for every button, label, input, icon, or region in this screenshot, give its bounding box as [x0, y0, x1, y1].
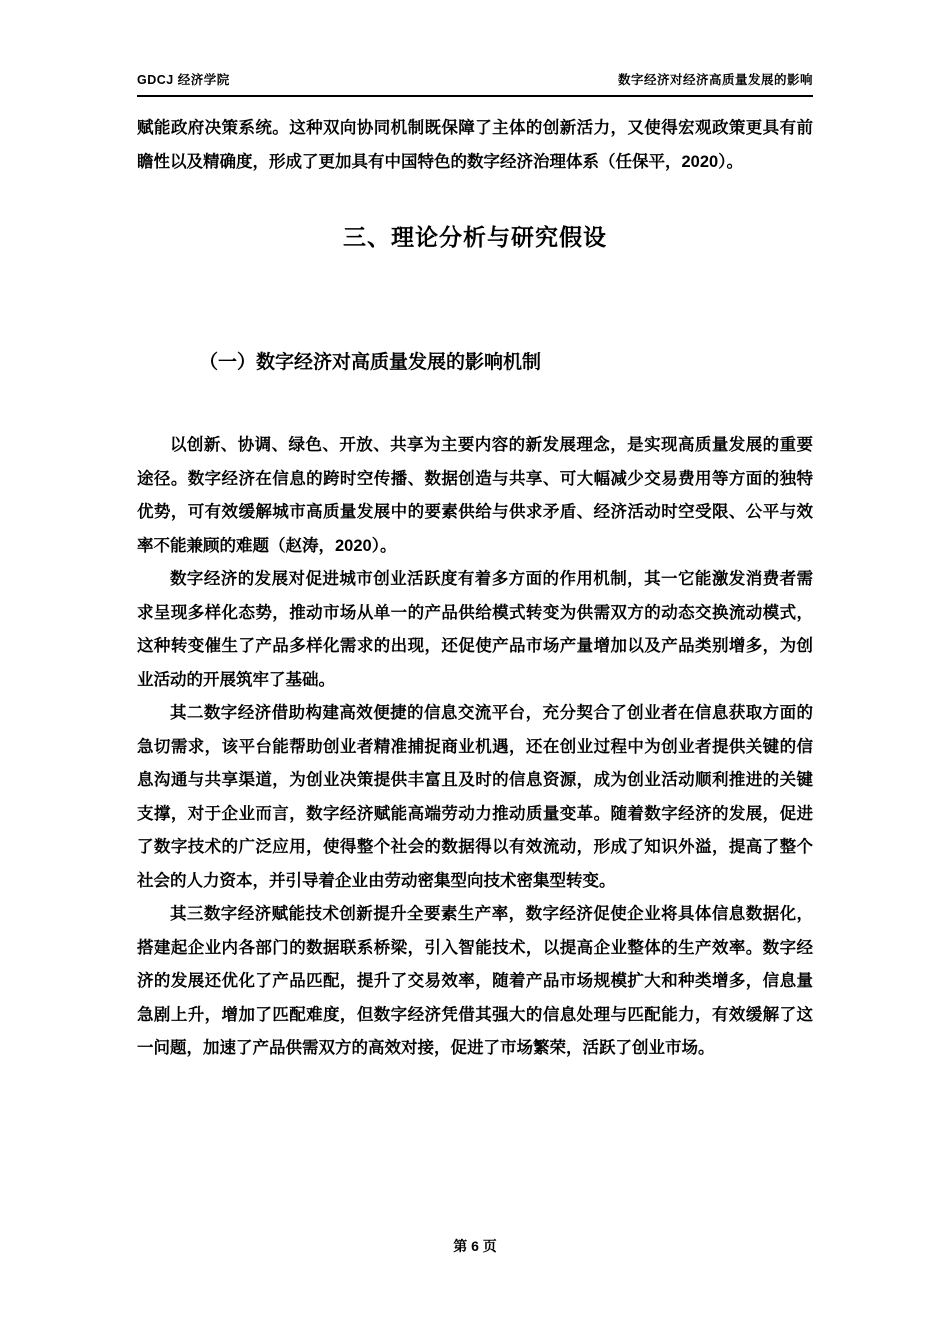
subsection-title: （一）数字经济对高质量发展的影响机制	[199, 352, 542, 373]
body-paragraph: 数字经济的发展对促进城市创业活跃度有着多方面的作用机制，其一它能激发消费者需求呈现多样化态势，推动市场从单一的产品供给模式转变为供需双方的动态交换流动模式，这种转变催生了产品多样化需求的出现，还促使产品市场产量增加以及产品类别增多，为创业活动的开展筑牢了基础。	[137, 570, 813, 689]
page-footer	[0, 1236, 950, 1256]
page-number: 第 6 页	[453, 1238, 497, 1254]
document-content	[137, 112, 813, 1066]
body-paragraph: 其三数字经济赋能技术创新提升全要素生产率，数字经济促使企业将具体信息数据化，搭建起企业内各部门的数据联系桥梁，引入智能技术，以提高企业整体的生产效率。数字经济的发展还优化了产品匹配，提升了交易效率，随着产品市场规模扩大和种类增多，信息量急剧上升，增加了匹配难度，但数字经济凭借其强大的信息处理与匹配能力，有效缓解了这一问题，加速了产品供需双方的高效对接，促进了市场繁荣，活跃了创业市场。	[137, 905, 813, 1057]
body-paragraph: 以创新、协调、绿色、开放、共享为主要内容的新发展理念，是实现高质量发展的重要途径。数字经济在信息的跨时空传播、数据创造与共享、可大幅减少交易费用等方面的独特优势，可有效缓解城市高质量发展中的要素供给与供求矛盾、经济活动时空受限、公平与效率不能兼顾的难题（赵涛，2020）。	[137, 436, 813, 555]
page-header	[137, 70, 813, 97]
section-title: 三、理论分析与研究假设	[343, 224, 607, 250]
continuation-paragraph: 赋能政府决策系统。这种双向协同机制既保障了主体的创新活力，又使得宏观政策更具有前瞻性以及精确度，形成了更加具有中国特色的数字经济治理体系（任保平，2020）。	[137, 119, 813, 171]
header-document-title: 数字经济对经济高质量发展的影响	[617, 73, 813, 87]
body-paragraph: 其二数字经济借助构建高效便捷的信息交流平台，充分契合了创业者在信息获取方面的急切需求，该平台能帮助创业者精准捕捉商业机遇，还在创业过程中为创业者提供关键的信息沟通与共享渠道，为创业决策提供丰富且及时的信息资源，成为创业活动顺利推进的关键支撑，对于企业而言，数字经济赋能高端劳动力推动质量变革。随着数字经济的发展，促进了数字技术的广泛应用，使得整个社会的数据得以有效流动，形成了知识外溢，提高了整个社会的人力资本，并引导着企业由劳动密集型向技术密集型转变。	[137, 704, 813, 890]
header-school-name: GDCJ 经济学院	[137, 73, 230, 87]
